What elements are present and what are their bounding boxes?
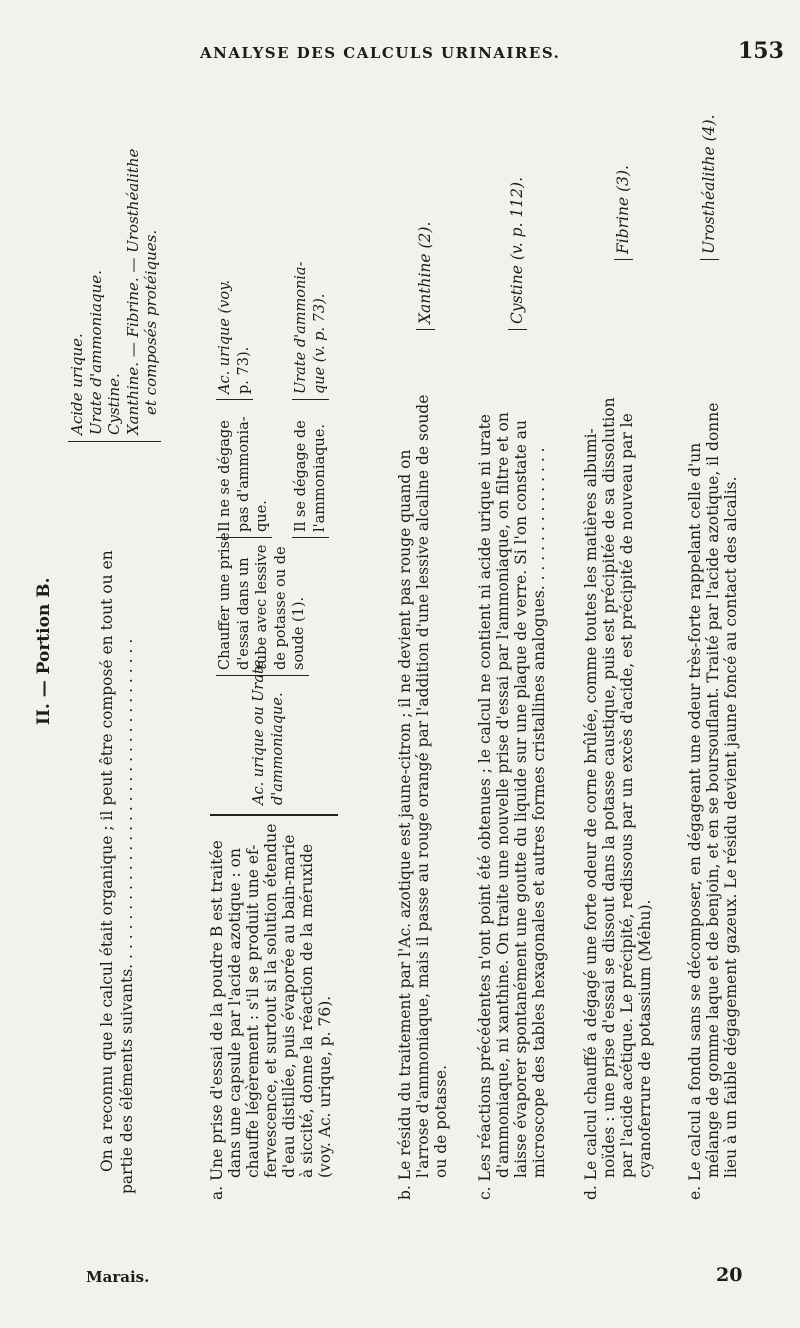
para-b-result: Xanthine (2).	[416, 222, 435, 330]
para-c-result: Cystine (v. p. 112).	[508, 177, 527, 330]
para-label: b.	[396, 1185, 414, 1200]
element-item: et composés protéiques.	[142, 229, 160, 415]
page-number: 153	[738, 38, 784, 64]
brace-rule	[210, 815, 338, 817]
neg-line: pas d'ammonia-	[235, 416, 252, 532]
para-b-line: l'arrose d'ammoniaque, mais il passe au rouge orangé par l'addition d'une lessive alcaline de soude	[414, 394, 432, 1178]
para-b-line: ou de potasse.	[432, 1065, 450, 1178]
para-label: c.	[476, 1186, 494, 1200]
para-c-line: Les réactions précédentes n'ont point été obtenues ; le calcul ne contient ni acide urique ni urate	[476, 414, 494, 1182]
element-item: Urate d'ammoniaque.	[86, 270, 105, 435]
neg-line: Il ne se dégage	[217, 420, 233, 532]
test-line: d'essai dans un	[235, 557, 252, 670]
para-label: e.	[686, 1185, 704, 1200]
para-a-test	[216, 532, 309, 676]
para-a-line: fervescence, et surtout si la solution étendue	[262, 823, 280, 1178]
section-title: II. — Portion B.	[34, 577, 54, 725]
rotated-page-body	[30, 75, 770, 1260]
para-a-line: (voy. Ac. urique, p. 76).	[316, 995, 334, 1178]
test-line: soude (1).	[291, 596, 307, 670]
mid-line: d'ammoniaque.	[269, 692, 286, 805]
para-c-line: microscope des tables hexagonales et autres formes cristallines analogues. . . . . . . . . . . . . . .	[530, 447, 548, 1178]
para-a-result-1	[216, 280, 253, 400]
para-e-line: lieu à un faible dégagement gazeux. Le résidu devient jaune foncé au contact des alcalis.	[722, 476, 740, 1178]
para-d-result: Fibrine (3).	[614, 165, 633, 260]
neg-line: que.	[254, 500, 270, 532]
para-a-line: Une prise d'essai de la poudre B est traitée	[208, 840, 226, 1181]
para-d-line: cyanoferrure de potassium (Méhu).	[636, 899, 654, 1178]
para-c-line: laisse évaporer spontanément une goutte du liquide sur une plaque de verre. Si l'on constate au	[512, 419, 530, 1178]
mid-line: Ac. urique ou Urate	[251, 659, 267, 805]
res-line: Urate d'ammonia-	[293, 261, 309, 394]
footer-sheet-number: 20	[716, 1264, 743, 1286]
res-line: Ac. urique (voy.	[217, 280, 233, 394]
para-d-line: noïdes : une prise d'essai se dissout dans la potasse caustique, puis est précipitée de sa dissolution	[600, 397, 618, 1178]
para-e-line: mélange de gomme laque et de benjoin, et en se boursouflant. Traité par l'acide azotique, il donne	[704, 402, 722, 1178]
test-line: Chauffer une prise	[217, 532, 233, 670]
res-line: que (v. p. 73).	[311, 293, 328, 394]
para-a-line: à siccité, donne la réaction de la méruxide	[298, 843, 316, 1178]
para-a-line: chauffe légèrement : s'il se produit une ef-	[244, 844, 262, 1178]
para-a-line: d'eau distillée, puis évaporée au bain-marie	[280, 834, 298, 1178]
para-e-result: Urosthéalithe (4).	[700, 115, 719, 261]
element-item: Acide urique.	[68, 333, 86, 435]
para-a-positive	[292, 420, 329, 538]
footer-signature: Marais.	[86, 1268, 150, 1286]
para-label: d.	[582, 1185, 600, 1200]
para-a-result-2	[292, 262, 329, 400]
para-b-line: Le résidu du traitement par l'Ac. azotique est jaune-citron ; il ne devient pas rouge quand on	[396, 449, 414, 1181]
para-label: a.	[208, 1185, 226, 1200]
para-e-line: Le calcul a fondu sans se décomposer, en dégageant une odeur très-forte rappelant celle d'un	[686, 442, 704, 1181]
test-line: tube avec lessive	[254, 544, 270, 670]
para-c-line: d'ammoniaque, ni xanthine. On traite une nouvelle prise d'essai par l'ammoniaque, on filtre et on	[494, 412, 512, 1178]
element-item: Xanthine. — Fibrine. — Urosthéalithe	[123, 148, 142, 435]
res-line: p. 73).	[235, 346, 252, 394]
intro-line-1: On a reconnu que le calcul était organique ; il peut être composé en tout ou en	[98, 550, 116, 1172]
para-a-negative	[216, 416, 272, 538]
pos-line: Il se dégage de	[293, 420, 309, 532]
para-d-line: Le calcul chauffé a dégagé une forte odeur de corne brûlée, comme toutes les matières albumi-	[582, 428, 600, 1181]
para-a-line: dans une capsule par l'acide azotique : on	[226, 848, 244, 1178]
test-line: de potasse ou de	[272, 546, 289, 670]
pos-line: l'ammoniaque.	[311, 424, 328, 532]
para-d-line: par l'acide acétique. Le précipité, redissous par un excès d'acide, est précipité de nouveau par le	[618, 413, 636, 1178]
elements-list	[68, 149, 161, 442]
para-a-mid	[250, 660, 287, 810]
element-item: Cystine.	[105, 373, 123, 435]
running-header: ANALYSE DES CALCULS URINAIRES.	[200, 44, 561, 62]
intro-line-2: partie des éléments suivants. . . . . . . . . . . . . . . . . . . . . . . . . . . . . . . . . .	[118, 638, 136, 1194]
